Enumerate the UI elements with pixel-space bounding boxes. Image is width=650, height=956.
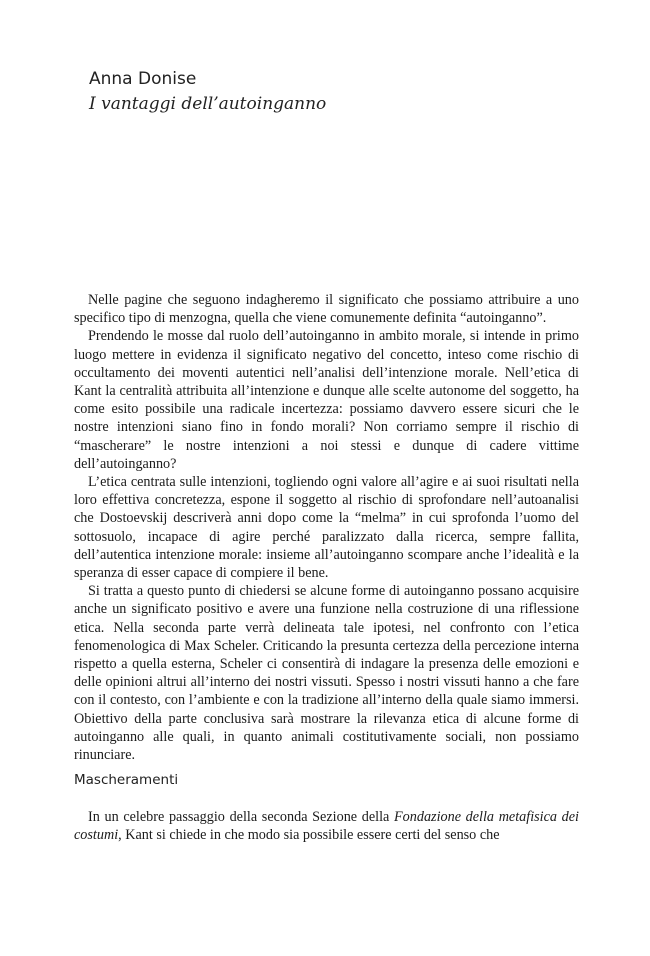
section-text xyxy=(74,808,579,844)
article-author: Anna Donise xyxy=(89,69,197,89)
section-paragraph-1 xyxy=(74,808,579,844)
section-text-after: , Kant si chiede in che modo sia possibile essere certi del senso che xyxy=(118,827,500,844)
intro-paragraph-3: L’etica centrata sulle intenzioni, togliendo ogni valore all’agire e ai suoi risultati nella loro effettiva concretezza, espone il soggetto al rischio di sprofondare nell’autoanalisi che Dostoevskij descriverà anni dopo come la “melma” in cui sprofonda l’uomo del sottosuolo, incapace di agire perché paralizzato dalla ricerca, sempre fallita, dell’autentica intenzione morale: insieme all’autoinganno scompare anche l’idealità e la speranza di esser capace di compiere il bene. xyxy=(74,474,579,582)
intro-text xyxy=(74,291,579,764)
intro-paragraph-4: Si tratta a questo punto di chiedersi se alcune forme di autoinganno possano acquisire anche un significato positivo e avere una funzione nella costruzione di una riflessione etica. Nella seconda parte verrà delineata tale ipotesi, nel confronto con l’etica fenomenologica di Max Scheler. Criticando la presunta certezza della percezione interna rispetto a quella esterna, Scheler ci consentirà di indagare la presenza delle emozioni e delle opinioni altrui all’interno dei nostri vissuti. Spesso i nostri vissuti hanno a che fare con il contesto, con l’ambiente e con la tradizione all’interno della quale siamo immersi. Obiettivo della parte conclusiva sarà mostrare la rilevanza etica di alcune forme di autoinganno alle quali, in quanto animali costitutivamente sociali, non possiamo rinunciare. xyxy=(74,583,579,764)
intro-paragraph-1: Nelle pagine che seguono indagheremo il significato che possiamo attribuire a uno specifico tipo di menzogna, quella che viene comunemente definita “autoinganno”. xyxy=(74,292,579,327)
section-text-before: In un celebre passaggio della seconda Sezione della xyxy=(88,809,394,825)
intro-paragraph-2: Prendendo le mosse dal ruolo dell’autoinganno in ambito morale, si intende in primo luogo mettere in evidenza il significato negativo del concetto, inteso come rischio di occultamento dei moventi autentici nell’analisi dell’intenzione morale. Nell’etica di Kant la centralità attribuita all’intenzione e dunque alle scelte autonome del soggetto, ha come esito possibile una radicale incertezza: possiamo davvero essere sicuri che le nostre intenzioni siano fino in fondo morali? Non corriamo sempre il rischio di “mascherare” le nostre intenzioni a noi stessi e dunque di cadere vittime dell’autoinganno? xyxy=(74,328,579,472)
section-heading: Mascheramenti xyxy=(74,772,179,788)
article-title: I vantaggi dell’autoinganno xyxy=(89,94,327,114)
cited-work-title: Fondazione della metafisica dei costumi xyxy=(74,809,580,844)
